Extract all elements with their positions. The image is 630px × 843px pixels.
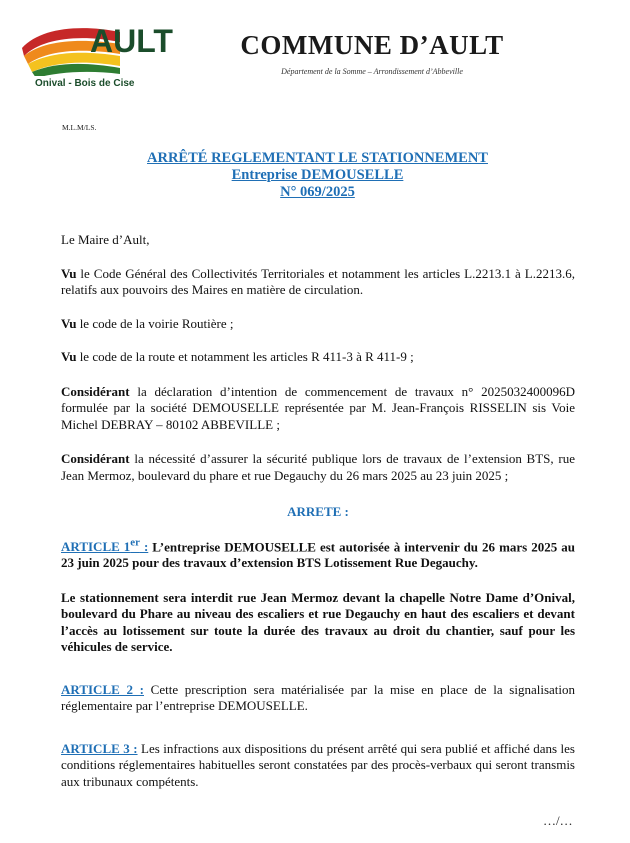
commune-logo [20,18,176,90]
vu-keyword: Vu [61,315,77,331]
article-2-text: Cette prescription sera matérialisée par la mise en place de la signalisation réglementaire par l’entreprise DEMOUSELLE. [61,681,576,714]
heading-line-2: Entreprise DEMOUSELLE [231,167,404,183]
article-1-text: L’entreprise DEMOUSELLE est autorisée à intervenir du 26 mars 2025 au 23 juin 2025 pour des travaux d’extension BTS Lotissement Rue Degauchy. [61,538,575,571]
heading-line-1: ARRÊTÉ REGLEMENTANT LE STATIONNEMENT [147,150,488,166]
considerant-keyword: Considérant [61,451,130,466]
article-2-label: ARTICLE 2 : [61,681,144,697]
reference-code: M.L.M/LS. [62,123,97,132]
vu-text: le code de la route et notamment les articles R 411-3 à R 411-9 ; [76,349,414,364]
article-2 [61,682,575,715]
considerant-paragraph-1 [61,384,575,434]
vu-paragraph-2 [61,316,575,333]
article-3-label: ARTICLE 3 : [61,740,138,756]
logo-subtitle: Onival - Bois de Cise [35,78,135,89]
logo-text: AULT [90,23,173,59]
commune-title: COMMUNE D’AULT [240,30,504,60]
arrete-title: ARRETE : [287,504,349,519]
considerant-text: la nécessité d’assurer la sécurité publique lors de travaux de l’extension BTS, rue Jean Mermoz, boulevard du phare et rue Degauchy du 26 mars 2025 au 23 juin 2025 ; [61,451,575,483]
article-1-sup: er [130,536,140,549]
article-1-colon: : [139,538,149,554]
department-line: Département de la Somme – Arrondissement d’Abbeville [281,67,463,76]
arrete-heading [60,150,575,201]
considerant-text: la déclaration d’intention de commencement de travaux n° 2025032400096D formulée par la société DEMOUSELLE représentée par M. Jean-François RISSELIN sis Voie Michel DEBRAY – 80102 ABBEVILLE ; [61,383,575,432]
continuation-mark: …/… [543,813,573,828]
considerant-paragraph-2 [61,451,575,484]
vu-paragraph-3 [61,349,575,366]
vu-text: le Code Général des Collectivités Territoriales et notamment les articles L.2213.1 à L.2213.6, relatifs aux pouvoirs des Maires en matière de circulation. [61,265,575,297]
article-1-number: ARTICLE 1 [61,538,131,554]
maire-line: Le Maire d’Ault, [61,232,150,247]
article-1-label [61,536,149,554]
arrete-body [61,232,575,790]
article-1 [61,535,575,572]
vu-keyword: Vu [61,349,77,364]
heading-line-3: N° 069/2025 [280,184,355,200]
article-3-text: Les infractions aux dispositions du présent arrêté qui sera publié et affiché dans les conditions réglementaires habituelles seront constatées par des procès-verbaux qui seront transmis aux tribunaux compétents. [61,740,575,789]
article-1-paragraph-2: Le stationnement sera interdit rue Jean Mermoz devant la chapelle Notre Dame d’Onival, boulevard du Phare au niveau des escaliers et rue Degauchy en haut des escaliers et devant l’accès au lotissement sur toute la durée des travaux au droit du chantier, sauf pour les véhicules de service. [61,589,575,655]
article-3 [61,741,575,791]
vu-text: le code de la voirie Routière ; [76,315,234,331]
logo-graphic [20,18,176,90]
vu-keyword: Vu [61,265,77,281]
vu-paragraph-1 [61,266,575,299]
considerant-keyword: Considérant [61,383,130,399]
